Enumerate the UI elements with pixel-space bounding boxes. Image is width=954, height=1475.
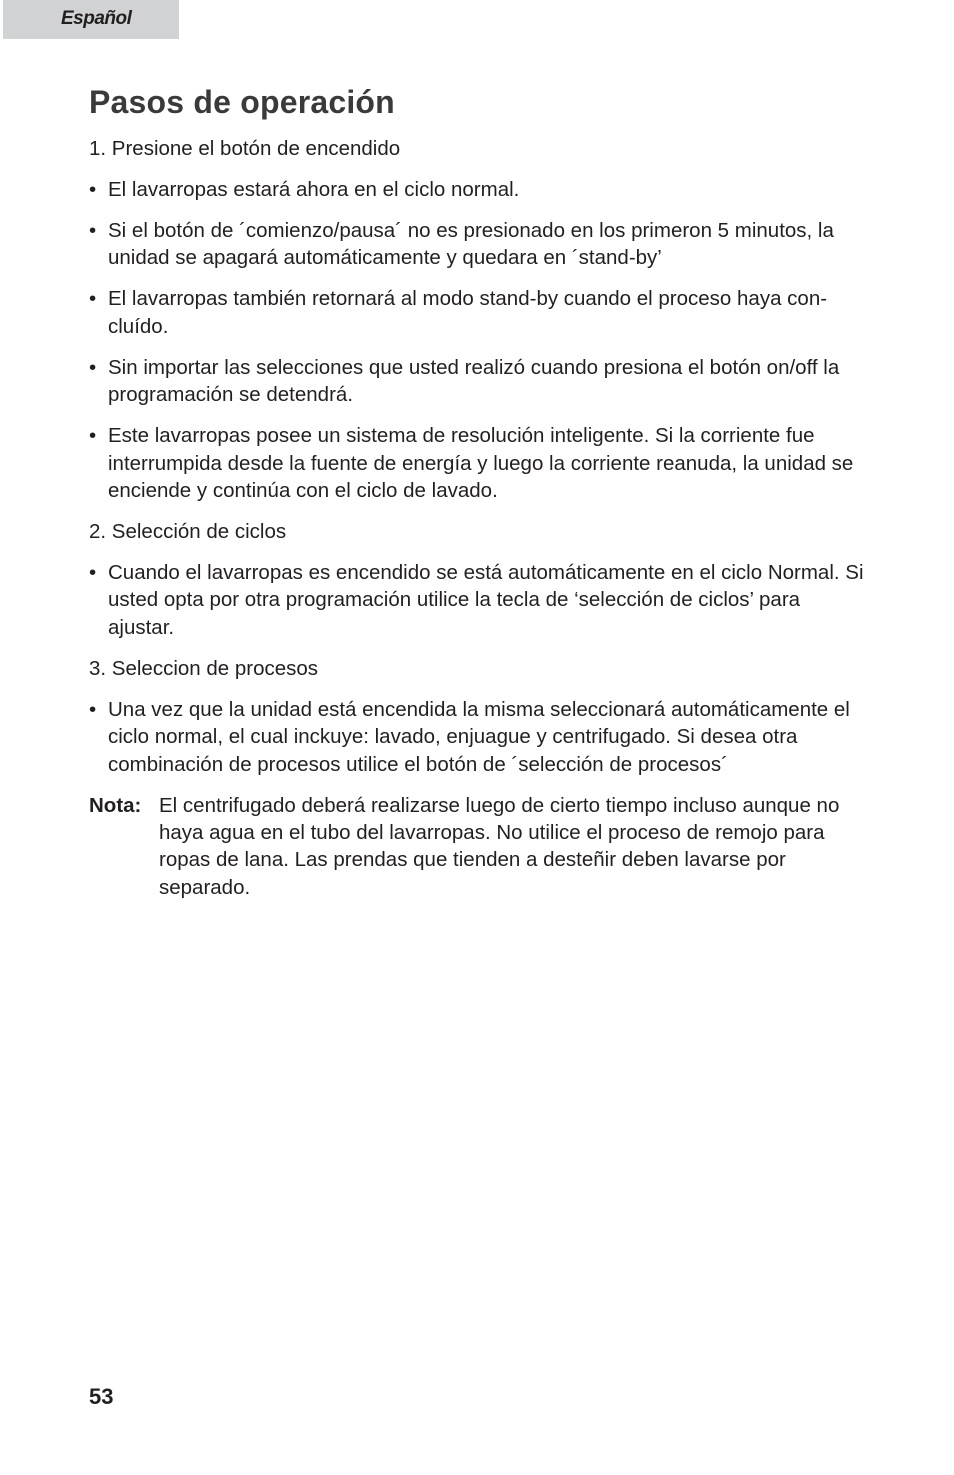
list-item-text: Cuando el lavarropas es encendido se está automáticamente en el ciclo Normal. Si usted opta por otra programación utilice la tecla de ‘selección de ciclos’ para ajustar.: [108, 561, 864, 639]
note-paragraph: [89, 792, 869, 902]
list-item-text: El lavarropas también retornará al modo stand-by cuando el proceso haya con-cluído.: [108, 287, 828, 338]
bullet-icon: •: [89, 424, 97, 448]
page-title: Pasos de operación: [89, 84, 395, 120]
list-item-text: Una vez que la unidad está encendida la misma seleccionará automáticamente el ciclo normal, el cual inckuye: lavado, enjuague y centrifugado. Si desea otra combinación de procesos utilice el botón de ´selección de procesos´: [108, 697, 850, 776]
bullet-icon: •: [89, 561, 97, 585]
list-item: [89, 176, 869, 203]
bullet-icon: •: [89, 219, 97, 242]
list-item-text: Si el botón de ´comienzo/pausa´ no es presionado en los primeron 5 minutos, la unidad se apagará automáticamente y quedara en ´stand-by’: [108, 219, 834, 270]
list-item-text: Este lavarropas posee un sistema de resolución inteligente. Si la corriente fue interrumpida desde la fuente de energía y luego la corriente reanuda, la unidad se enciende y continúa con el ciclo de lavado.: [108, 424, 854, 503]
list-item: [89, 559, 869, 641]
note-text: El centrifugado deberá realizarse luego de cierto tiempo incluso aunque no haya agua en el tubo del lavarropas. No utilice el proceso de remojo para ropas de lana. Las prendas que tienden a desteñir deben lavarse por separado.: [159, 793, 840, 899]
list-item: [89, 422, 869, 504]
bullet-icon: •: [89, 178, 97, 201]
bullet-icon: •: [89, 287, 97, 311]
list-item-text: El lavarropas estará ahora en el ciclo normal.: [108, 178, 520, 201]
list-item: [89, 285, 869, 340]
step-heading-power: 1. Presione el botón de encendido: [89, 137, 401, 160]
step-heading-process-selection: 3. Seleccion de procesos: [89, 656, 319, 680]
note-label: Nota:: [89, 793, 142, 817]
bullet-icon: •: [89, 697, 97, 721]
list-item: [89, 354, 869, 409]
page-number: 53: [89, 1384, 114, 1409]
step-heading-cycle-selection: 2. Selección de ciclos: [89, 520, 287, 544]
list-item: [89, 217, 869, 272]
language-tab: [3, 0, 179, 39]
list-item: [89, 696, 869, 778]
language-tab-label: Español: [61, 8, 132, 29]
operation-steps: [89, 135, 869, 901]
list-item-text: Sin importar las selecciones que usted realizó cuando presiona el botón on/off la programación se detendrá.: [108, 355, 840, 407]
bullet-icon: •: [89, 355, 97, 379]
